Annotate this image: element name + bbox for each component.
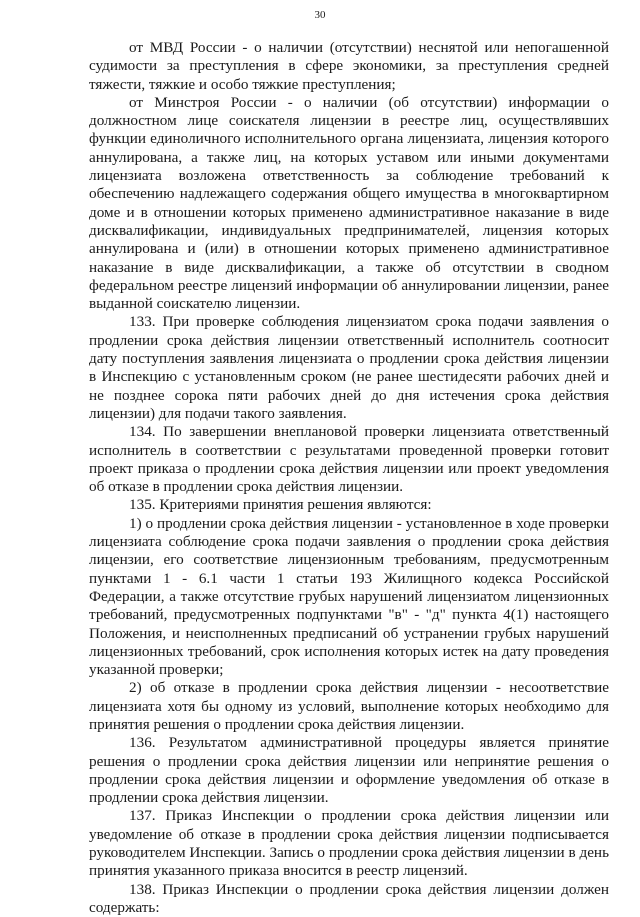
paragraph-133: 133. При проверке соблюдения лицензиатом срока подачи заявления о продлении срока действия лицензии ответственный исполнитель соотносит дату поступления заявления лицензиата о продлении срока действия лицензии в Инспекцию с установленным сроком (не ранее шестидесяти рабочих дней и не позднее сорока пяти рабочих дней до дня истечения срока действия лицензии) для подачи такого заявления.: [89, 313, 609, 422]
paragraph-134: 134. По завершении внеплановой проверки лицензиата ответственный исполнитель в соответствии с результатами проведенной проверки готовит проект приказа о продлении срока действия лицензии или проект уведомления об отказе в продлении срока действия лицензии.: [89, 423, 609, 496]
paragraph-135: 135. Критериями принятия решения являются:: [129, 496, 432, 514]
paragraph-136: 136. Результатом административной процедуры является принятие решения о продлении срока действия лицензии или непринятие решения о продлении срока действия лицензии и оформление уведомления об отказе в продлении срока действия лицензии.: [89, 734, 609, 807]
paragraph-138: 138. Приказ Инспекции о продлении срока действия лицензии должен содержать:: [89, 880, 609, 916]
paragraph-135-item-1: 1) о продлении срока действия лицензии - установленное в ходе проверки лицензиата соблюдение срока подачи заявления о продлении срока действия лицензии, его соответствие лицензионным требованиям, предусмотренным пунктами 1 - 6.1 части 1 статьи 193 Жилищного кодекса Российской Федерации, а также отсутствие грубых нарушений лицензиатом лицензионных требований, предусмотренных подпунктами "в" - "д" пункта 4(1) настоящего Положения, и неисполненных предписаний об устранении грубых нарушений лицензионных требований, срок исполнения которых истек на дату проведения указанной проверки;: [89, 514, 609, 679]
paragraph-135-item-2: 2) об отказе в продлении срока действия лицензии - несоответствие лицензиата хотя бы одному из условий, выполнение которых необходимо для принятия решения о продлении срока действия лицензии.: [89, 679, 609, 733]
paragraph-mvd: от МВД России - о наличии (отсутствии) неснятой или непогашенной судимости за преступления в сфере экономики, за преступления средней тяжести, тяжкие и особо тяжкие преступления;: [89, 39, 609, 93]
page-number: 30: [314, 9, 326, 21]
paragraph-minstroy: от Минстроя России - о наличии (об отсутствии) информации о должностном лице соискателя лицензии в реестре лиц, осуществлявших функции единоличного исполнительного органа лицензиата, лицензия которого аннулирована, а также лиц, на которых уставом или иными документами лицензиата возложена ответственность за соблюдение требований к обеспечению надлежащего содержания общего имущества в многоквартирном доме и в отношении которых применено административное наказание в виде дисквалификации, индивидуальных предпринимателей, лицензия которых аннулирована и (или) в отношении которых применено административное наказание в виде дисквалификации, а также об отсутствии в сводном федеральном реестре лицензий информации об аннулировании лицензии, ранее выданной соискателю лицензии.: [89, 93, 609, 313]
document-body: [89, 39, 609, 917]
paragraph-137: 137. Приказ Инспекции о продлении срока действия лицензии или уведомление об отказе в продлении срока действия лицензии подписывается руководителем Инспекции. Запись о продлении срока действия лицензии в день принятия указанного приказа вносится в реестр лицензий.: [89, 807, 609, 880]
